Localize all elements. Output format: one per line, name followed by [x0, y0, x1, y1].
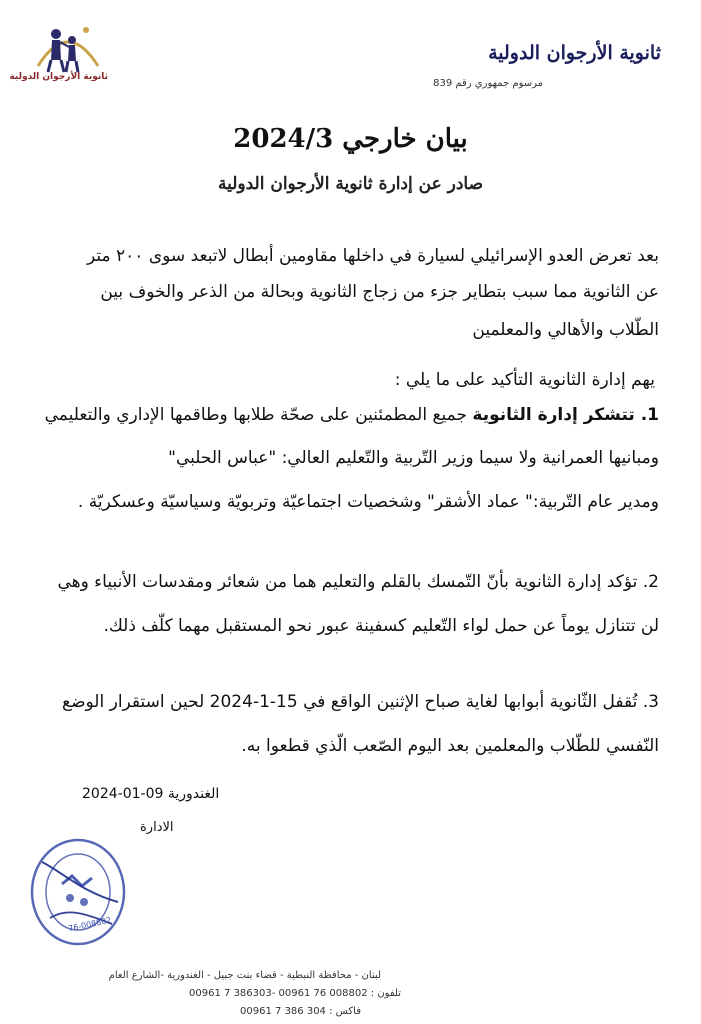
point-2-line-2: لن تتنازل يوماً عن حمل لواء التّعليم كسفينة عبور نحو المستقبل مهما كلّف ذلك.: [103, 616, 659, 636]
footer-phone-label: تلفون :: [370, 988, 401, 999]
place-date: الغندورية 09-01-2024: [82, 786, 220, 802]
statement-subtitle: صادر عن إدارة ثانوية الأرجوان الدولية: [217, 174, 484, 194]
point-1-rest: جميع المطمئنين على صحّة طلابها وطاقمها الإداري والتعليمي: [44, 405, 473, 425]
point-3-line-2: النّفسي للطّلاب والمعلمين بعد اليوم الصّعب الّذي قطعوا به.: [241, 736, 659, 756]
logo-caption: ثانوية الأرجوان الدولية: [9, 72, 108, 82]
point-3-line-1: 3. تُقفل الثّانوية أبوابها لغاية صباح الإثنين الواقع في 15-1-2024 لحين استقرار الوضع: [62, 692, 659, 712]
school-name: ثانوية الأرجوان الدولية: [488, 42, 661, 64]
point-1-bold: 1. تتشكر إدارة الثانوية: [472, 405, 659, 425]
intro-line-2: عن الثانوية مما سبب بتطاير جزء من زجاج الثانوية وبحالة من الذعر والخوف بين: [100, 282, 659, 302]
footer-address: لبنان - محافظة النبطية - قضاء بنت جبيل - الغندورية -الشارع العام: [108, 970, 381, 981]
point-1-line-3: ومدير عام التّربية:" عماد الأشقر" وشخصيات اجتماعيّة وتربويّة وسياسيّة وعسكريّة .: [77, 492, 659, 512]
footer-fax: [240, 1006, 361, 1017]
intro-line-3: الطّلاب والأهالي والمعلمين: [472, 320, 659, 340]
intro-line-1: بعد تعرض العدو الإسرائيلي لسيارة في داخلها مقاومين أبطال لاتبعد سوى ٢٠٠ متر: [87, 246, 659, 266]
stamp-number: 76-008802: [67, 915, 113, 934]
intro-line-4: يهم إدارة الثانوية التأكيد على ما يلي :: [394, 370, 655, 390]
statement-title: بيان خارجي 2024/3: [233, 124, 468, 154]
footer-fax-number: 00961 7 386 304: [240, 1006, 326, 1017]
footer-phone-numbers: 00961 7 386303- 00961 76 008802: [189, 988, 368, 999]
signatory: الادارة: [140, 820, 174, 835]
footer-fax-label: فاكس :: [329, 1006, 361, 1017]
point-1-line-1: [45, 403, 659, 427]
decree-number: مرسوم جمهوري رقم 839: [433, 78, 543, 89]
point-1-line-2: ومبانيها العمرانية ولا سيما وزير التّربية والتّعليم العالي: "عباس الحلبي": [168, 448, 659, 468]
stamp-seal-icon: [22, 832, 132, 952]
official-stamp: [22, 832, 132, 952]
point-2-line-1: 2. تؤكد إدارة الثانوية بأنّ التّمسك بالقلم والتعليم هما من شعائر ومقدسات الأنبياء وهي: [57, 572, 659, 592]
footer-phone: [189, 988, 401, 999]
school-logo: [9, 14, 108, 88]
